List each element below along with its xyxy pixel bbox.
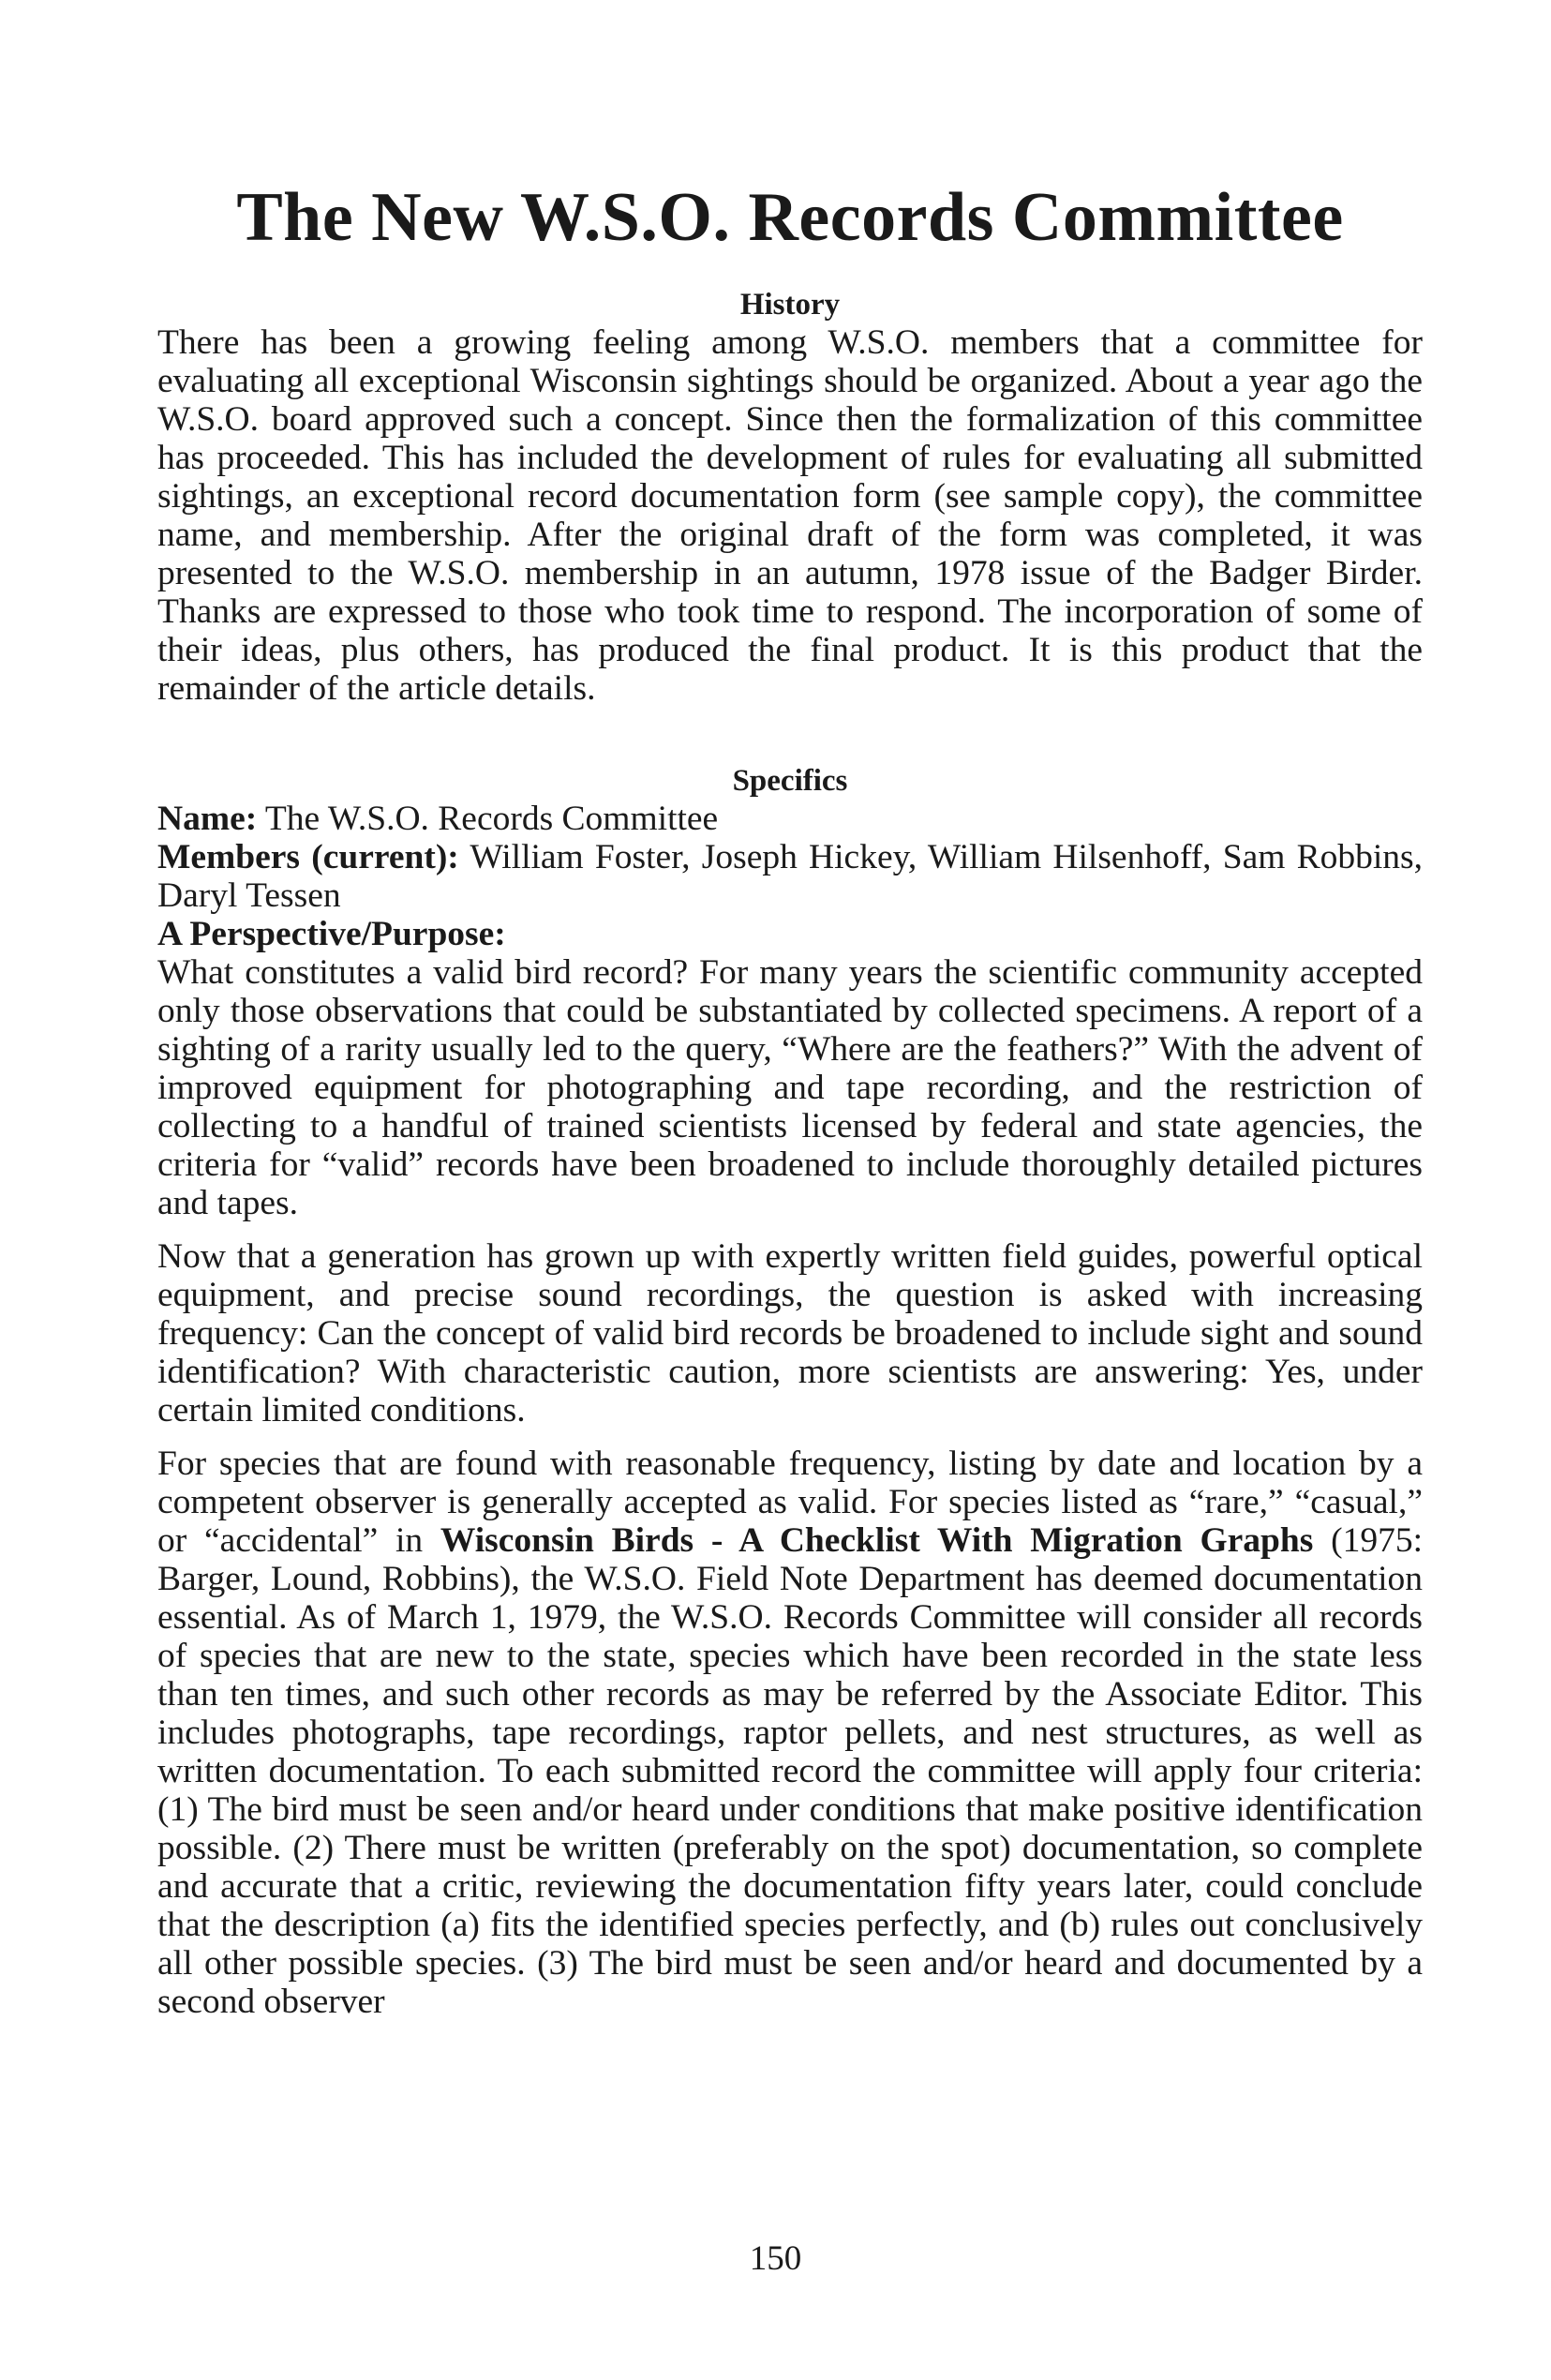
purpose-paragraph-2: Now that a generation has grown up with expertly written field guides, powerful optical equipment, and precise sound recordings, the question is asked with increasing frequency: Can the concept of valid bird records be broadened to include sight and sound identification? With characteristic caution, more scientists are answering: Yes, under certain limited conditions. bbox=[157, 1237, 1423, 1429]
book-title: Wisconsin Birds - A Checklist With Migration Graphs bbox=[440, 1521, 1314, 1560]
specifics-heading: Specifics bbox=[732, 764, 848, 798]
name-label: Name: bbox=[157, 800, 258, 838]
article bbox=[157, 178, 1423, 2021]
purpose-paragraph-3 bbox=[157, 1444, 1423, 2021]
name-line bbox=[157, 800, 1423, 838]
members-label: Members (current): bbox=[157, 838, 459, 876]
members-value: William Foster, Joseph Hickey, William Hilsenhoff, Sam Robbins, Daryl Tessen bbox=[157, 838, 1423, 915]
members-line bbox=[157, 838, 1423, 915]
page-number: 150 bbox=[749, 2239, 802, 2278]
history-heading: History bbox=[739, 288, 841, 322]
article-title: The New W.S.O. Records Committee bbox=[236, 179, 1344, 256]
paragraph-3-intro: For species that are found with reasonable frequency, listing by date and location by a competent observer is generally accepted as valid. For species listed as “rare,” “casual,” or “accidental” in bbox=[157, 1444, 1423, 1560]
name-value: The W.S.O. Records Committee bbox=[257, 800, 719, 838]
purpose-label: A Perspective/Purpose: bbox=[157, 915, 506, 953]
paragraph-3-body: (1975: Barger, Lound, Robbins), the W.S.O. Field Note Department has deemed documentation essential. As of March 1, 1979, the W.S.O. Records Committee will consider all records of species that are new to the state, species which have been recorded in the state less than ten times, and such other records as may be referred by the Associate Editor. This includes photographs, tape recordings, raptor pellets, and nest structures, as well as written documentation. To each submitted record the committee will apply four criteria: (1) The bird must be seen and/or heard under conditions that make positive identification possible. (2) There must be written (preferably on the spot) documentation, so complete and accurate that a critic, reviewing the documentation fifty years later, could conclude that the description (a) fits the identified species perfectly, and (b) rules out conclusively all other possible species. (3) The bird must be seen and/or heard and documented by a second observer bbox=[157, 1521, 1423, 2021]
purpose-paragraph-1: What constitutes a valid bird record? For many years the scientific community accepted only those observations that could be substantiated by collected specimens. A report of a sighting of a rarity usually led to the query, “Where are the feathers?” With the advent of improved equipment for photographing and tape recording, and the restriction of collecting to a handful of trained scientists licensed by federal and state agencies, the criteria for “valid” records have been broadened to include thoroughly detailed pictures and tapes. bbox=[157, 953, 1423, 1222]
history-paragraph: There has been a growing feeling among W.S.O. members that a committee for evaluating all exceptional Wisconsin sightings should be organized. About a year ago the W.S.O. board approved such a concept. Since then the formalization of this committee has proceeded. This has included the development of rules for evaluating all submitted sightings, an exceptional record documentation form (see sample copy), the committee name, and membership. After the original draft of the form was completed, it was presented to the W.S.O. membership in an autumn, 1978 issue of the Badger Birder. Thanks are expressed to those who took time to respond. The incorporation of some of their ideas, plus others, has produced the final product. It is this product that the remainder of the article details. bbox=[157, 323, 1423, 708]
